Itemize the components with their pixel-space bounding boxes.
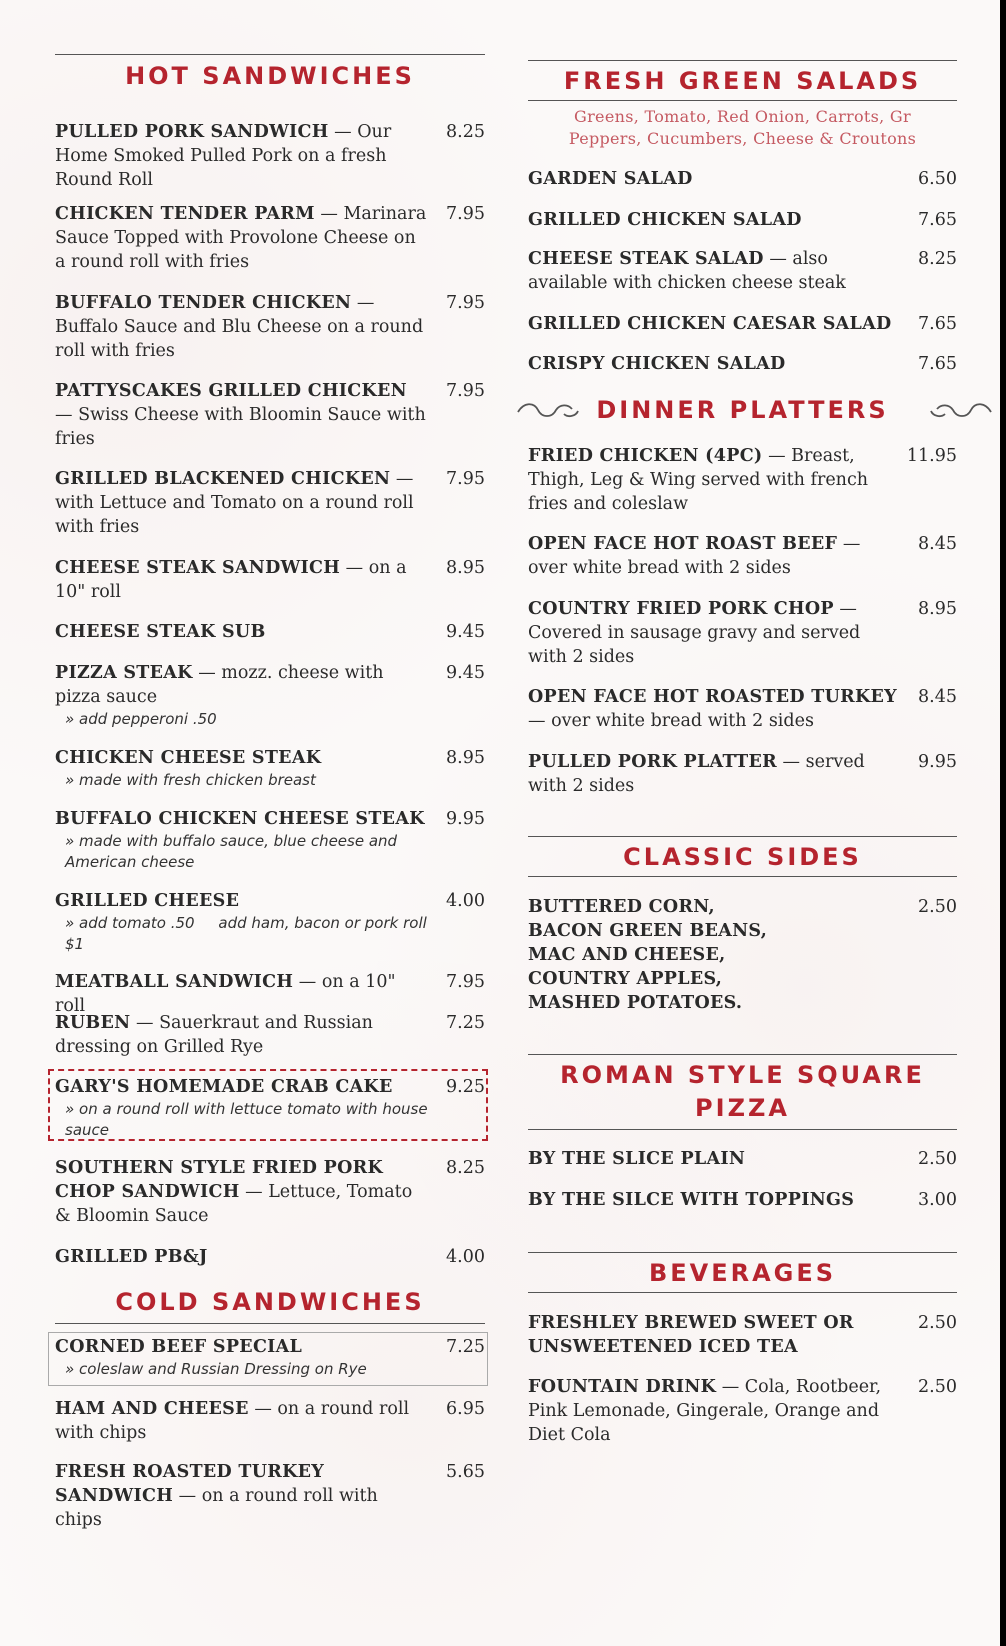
divider bbox=[528, 836, 957, 837]
item-price: 5.65 bbox=[446, 1462, 485, 1482]
item-note: » add pepperoni .50 bbox=[65, 710, 217, 728]
menu-item: BUFFALO TENDER CHICKEN — Buffalo Sauce and Blu Cheese on a round roll with fries 7.95 bbox=[55, 293, 485, 361]
item-note: » on a round roll with lettuce tomato with house sauce bbox=[65, 1100, 428, 1139]
section-title-pizza-line-1: ROMAN STYLE SQUARE bbox=[560, 1061, 925, 1089]
menu-item: PATTYSCAKES GRILLED CHICKEN — Swiss Cheese with Bloomin Sauce with fries 7.95 bbox=[55, 381, 485, 449]
menu-item: OPEN FACE HOT ROAST BEEF — over white bread with 2 sides 8.45 bbox=[528, 534, 957, 578]
divider bbox=[55, 54, 485, 55]
item-price: 2.50 bbox=[918, 897, 957, 917]
menu-item: CHICKEN TENDER PARM — Marinara Sauce Topped with Provolone Cheese on a round roll with fries 7.95 bbox=[55, 204, 485, 272]
menu-item: CHEESE STEAK SANDWICH — on a 10" roll 8.95 bbox=[55, 558, 485, 602]
menu-item: CORNED BEEF SPECIAL 7.25 » coleslaw and Russian Dressing on Rye bbox=[55, 1337, 485, 1378]
item-note: » made with fresh chicken breast bbox=[65, 771, 316, 789]
item-price: 6.50 bbox=[918, 169, 957, 189]
salad-description-line-1: Greens, Tomato, Red Onion, Carrots, Gr bbox=[574, 107, 911, 126]
item-note: » coleslaw and Russian Dressing on Rye bbox=[65, 1360, 367, 1378]
menu-item: BUFFALO CHICKEN CHEESE STEAK 9.95 » made with buffalo sauce, blue cheese and American cheese bbox=[55, 809, 485, 871]
side-item: BUTTERED CORN, bbox=[528, 897, 715, 917]
section-title-classic-sides: CLASSIC SIDES bbox=[623, 843, 862, 871]
menu-item: PULLED PORK PLATTER — served with 2 sides 9.95 bbox=[528, 752, 957, 796]
sides-list bbox=[528, 895, 767, 1015]
item-price: 7.65 bbox=[918, 314, 957, 334]
item-price: 7.25 bbox=[446, 1337, 485, 1357]
menu-item: GARDEN SALAD 6.50 bbox=[528, 169, 957, 189]
divider bbox=[528, 60, 957, 61]
salad-description-line-2: Peppers, Cucumbers, Cheese & Croutons bbox=[568, 129, 917, 148]
item-price: 7.95 bbox=[446, 972, 485, 992]
item-price: 8.45 bbox=[918, 687, 957, 707]
item-price: 2.50 bbox=[918, 1313, 957, 1333]
side-item: COUNTRY APPLES, bbox=[528, 969, 723, 989]
menu-item: CHEESE STEAK SALAD — also available with chicken cheese steak 8.25 bbox=[528, 249, 957, 293]
item-price: 7.65 bbox=[918, 210, 957, 230]
item-price: 11.95 bbox=[906, 446, 957, 466]
side-item: MAC AND CHEESE, bbox=[528, 945, 726, 965]
item-price: 9.45 bbox=[446, 663, 485, 683]
item-price: 8.25 bbox=[446, 1158, 485, 1178]
menu-item-featured: GARY'S HOMEMADE CRAB CAKE 9.25 » on a round roll with lettuce tomato with house sauce bbox=[55, 1077, 485, 1139]
item-price: 8.25 bbox=[918, 249, 957, 269]
item-note: » made with buffalo sauce, blue cheese and American cheese bbox=[65, 832, 398, 871]
menu-item: SOUTHERN STYLE FRIED PORK CHOP SANDWICH — Lettuce, Tomato & Bloomin Sauce 8.25 bbox=[55, 1158, 485, 1226]
item-note: » add tomato .50 add ham, bacon or pork roll $1 bbox=[65, 914, 432, 953]
section-title-cold-sandwiches: COLD SANDWICHES bbox=[115, 1288, 425, 1316]
item-price: 7.95 bbox=[446, 293, 485, 313]
side-item: BACON GREEN BEANS, bbox=[528, 921, 768, 941]
item-price: 7.25 bbox=[446, 1013, 485, 1033]
menu-item: GRILLED BLACKENED CHICKEN — with Lettuce and Tomato on a round roll with fries 7.95 bbox=[55, 469, 485, 537]
dinner-platters-header bbox=[528, 394, 957, 428]
menu-item: CRISPY CHICKEN SALAD 7.65 bbox=[528, 354, 957, 374]
item-price: 7.95 bbox=[446, 381, 485, 401]
item-price: 9.95 bbox=[918, 752, 957, 772]
divider bbox=[528, 1292, 957, 1293]
item-price: 3.00 bbox=[918, 1190, 957, 1210]
item-price: 9.25 bbox=[446, 1077, 485, 1097]
section-title-hot-sandwiches: HOT SANDWICHES bbox=[125, 62, 415, 90]
menu-item: PIZZA STEAK — mozz. cheese with pizza sauce 9.45 » add pepperoni .50 bbox=[55, 663, 485, 728]
menu-item: GRILLED CHICKEN SALAD 7.65 bbox=[528, 210, 957, 230]
menu-item: MEATBALL SANDWICH — on a 10" roll 7.95 bbox=[55, 972, 485, 1016]
menu-item: FRESHLEY BREWED SWEET OR UNSWEETENED ICED TEA 2.50 bbox=[528, 1313, 957, 1357]
section-title-beverages: BEVERAGES bbox=[648, 1259, 837, 1287]
menu-item: GRILLED PB&J 4.00 bbox=[55, 1247, 485, 1267]
item-price: 2.50 bbox=[918, 1149, 957, 1169]
item-price: 4.00 bbox=[446, 891, 485, 911]
item-price: 7.65 bbox=[918, 354, 957, 374]
divider bbox=[528, 876, 957, 877]
menu-item: GRILLED CHEESE 4.00 » add tomato .50 add ham, bacon or pork roll $1 bbox=[55, 891, 485, 953]
divider bbox=[528, 1054, 957, 1055]
divider bbox=[528, 100, 957, 101]
menu-item: BY THE SILCE WITH TOPPINGS 3.00 bbox=[528, 1190, 957, 1210]
item-price: 7.95 bbox=[446, 469, 485, 489]
divider bbox=[55, 1323, 485, 1324]
item-price: 9.95 bbox=[446, 809, 485, 829]
menu-item: FRIED CHICKEN (4PC) — Breast, Thigh, Leg & Wing served with french fries and coleslaw 11.95 bbox=[528, 446, 957, 514]
divider bbox=[528, 1129, 957, 1130]
side-item: MASHED POTATOES. bbox=[528, 993, 743, 1013]
menu-item: GRILLED CHICKEN CAESAR SALAD 7.65 bbox=[528, 314, 957, 334]
flourish-right-icon bbox=[929, 400, 993, 422]
item-price: 9.45 bbox=[446, 622, 485, 642]
menu-item: CHEESE STEAK SUB 9.45 bbox=[55, 622, 485, 642]
section-title-salads: FRESH GREEN SALADS bbox=[563, 67, 922, 95]
menu-item: RUBEN — Sauerkraut and Russian dressing on Grilled Rye 7.25 bbox=[55, 1013, 485, 1057]
menu-item: FOUNTAIN DRINK — Cola, Rootbeer, Pink Lemonade, Gingerale, Orange and Diet Cola 2.50 bbox=[528, 1377, 957, 1445]
divider bbox=[528, 1252, 957, 1253]
menu-item: PULLED PORK SANDWICH — Our Home Smoked Pulled Pork on a fresh Round Roll 8.25 bbox=[55, 122, 485, 190]
menu-item: BY THE SLICE PLAIN 2.50 bbox=[528, 1149, 957, 1169]
item-price: 2.50 bbox=[918, 1377, 957, 1397]
menu-item: CHICKEN CHEESE STEAK 8.95 » made with fresh chicken breast bbox=[55, 748, 485, 789]
menu-item: OPEN FACE HOT ROASTED TURKEY — over white bread with 2 sides 8.45 bbox=[528, 687, 957, 731]
section-title-pizza-line-2: PIZZA bbox=[695, 1094, 790, 1122]
item-price: 6.95 bbox=[446, 1399, 485, 1419]
item-price: 8.45 bbox=[918, 534, 957, 554]
item-price: 8.95 bbox=[446, 558, 485, 578]
menu-item: COUNTRY FRIED PORK CHOP — Covered in sausage gravy and served with 2 sides 8.95 bbox=[528, 599, 957, 667]
item-price: 4.00 bbox=[446, 1247, 485, 1267]
item-price: 7.95 bbox=[446, 204, 485, 224]
item-price: 8.95 bbox=[918, 599, 957, 619]
section-title-dinner-platters: DINNER PLATTERS bbox=[596, 396, 889, 424]
item-price: 8.95 bbox=[446, 748, 485, 768]
menu-item: FRESH ROASTED TURKEY SANDWICH — on a round roll with chips 5.65 bbox=[55, 1462, 485, 1530]
menu-item: HAM AND CHEESE — on a round roll with chips 6.95 bbox=[55, 1399, 485, 1443]
item-price: 8.25 bbox=[446, 122, 485, 142]
